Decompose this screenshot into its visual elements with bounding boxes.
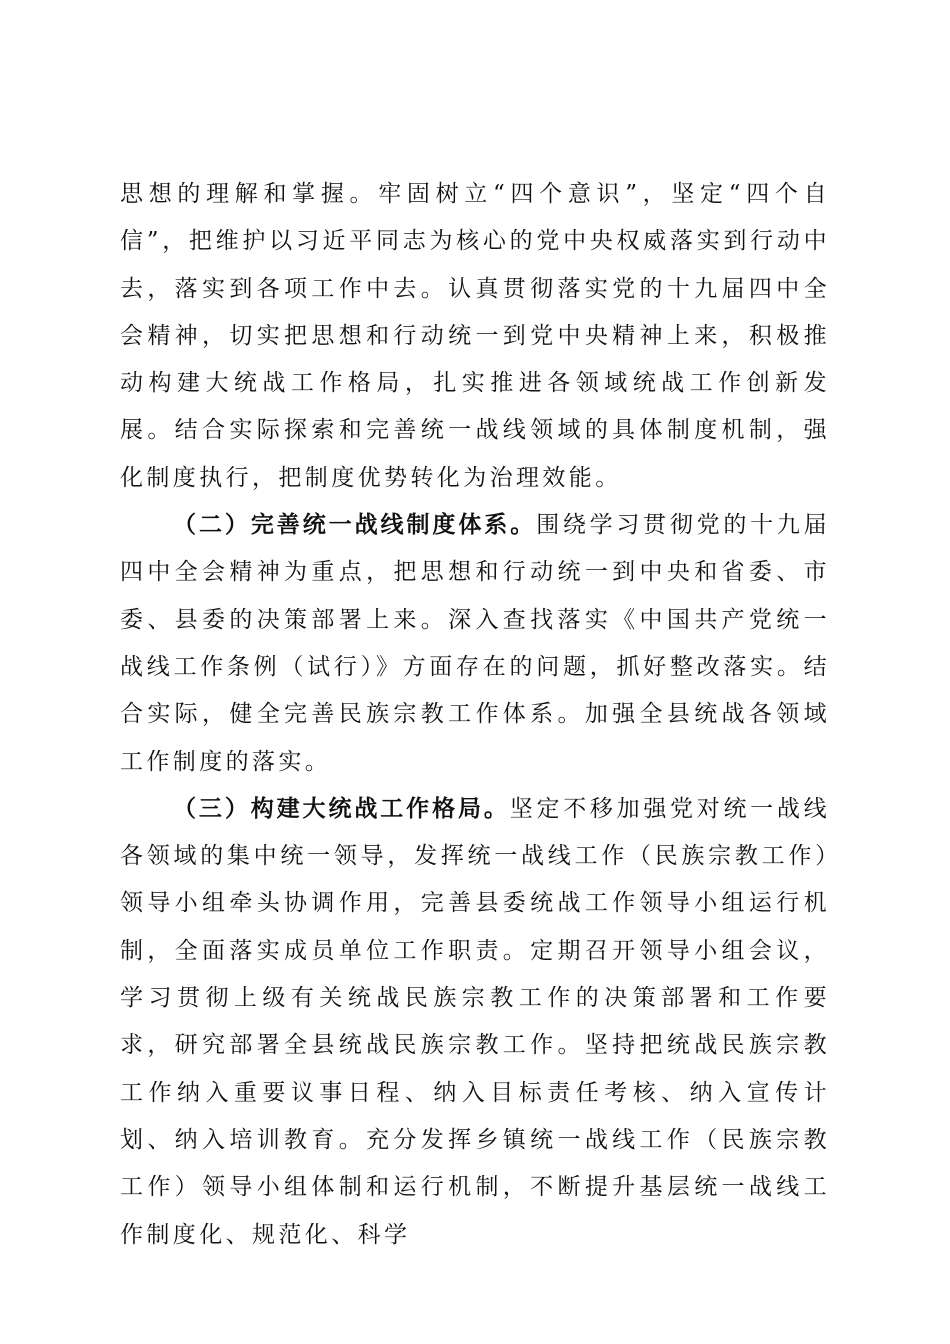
paragraph-intro: [120, 171, 830, 502]
paragraph-section-3: [120, 786, 830, 1259]
paragraph-text: 坚定不移加强党对统一战线各领域的集中统一领导，发挥统一战线工作（民族宗教工作）领导小组牵头协调作用，完善县委统战工作领导小组运行机制，全面落实成员单位工作职责。定期召开领导小组会议，学习贯彻上级有关统战民族宗教工作的决策部署和工作要求，研究部署全县统战民族宗教工作。坚持把统战民族宗教工作纳入重要议事日程、纳入目标责任考核、纳入宣传计划、纳入培训教育。充分发挥乡镇统一战线工作（民族宗教工作）领导小组体制和运行机制，不断提升基层统一战线工作制度化、规范化、科学: [120, 795, 830, 1248]
section-heading: （二）完善统一战线制度体系。: [173, 512, 537, 539]
paragraph-text: 围绕学习贯彻党的十九届四中全会精神为重点，把思想和行动统一到中央和省委、市委、县委的决策部署上来。深入查找落实《中国共产党统一战线工作条例（试行）》方面存在的问题，抓好整改落实。结合实际，健全完善民族宗教工作体系。加强全县统战各领域工作制度的落实。: [120, 512, 830, 775]
section-heading: （三）构建大统战工作格局。: [173, 795, 510, 822]
paragraph-text: 思想的理解和掌握。牢固树立“四个意识”，坚定“四个自信”，把维护以习近平同志为核心的党中央权威落实到行动中去，落实到各项工作中去。认真贯彻落实党的十九届四中全会精神，切实把思想和行动统一到党中央精神上来，积极推动构建大统战工作格局，扎实推进各领域统战工作创新发展。结合实际探索和完善统一战线领域的具体制度机制，强化制度执行，把制度优势转化为治理效能。: [120, 181, 830, 491]
document-body: [120, 171, 830, 1259]
paragraph-section-2: [120, 502, 830, 786]
